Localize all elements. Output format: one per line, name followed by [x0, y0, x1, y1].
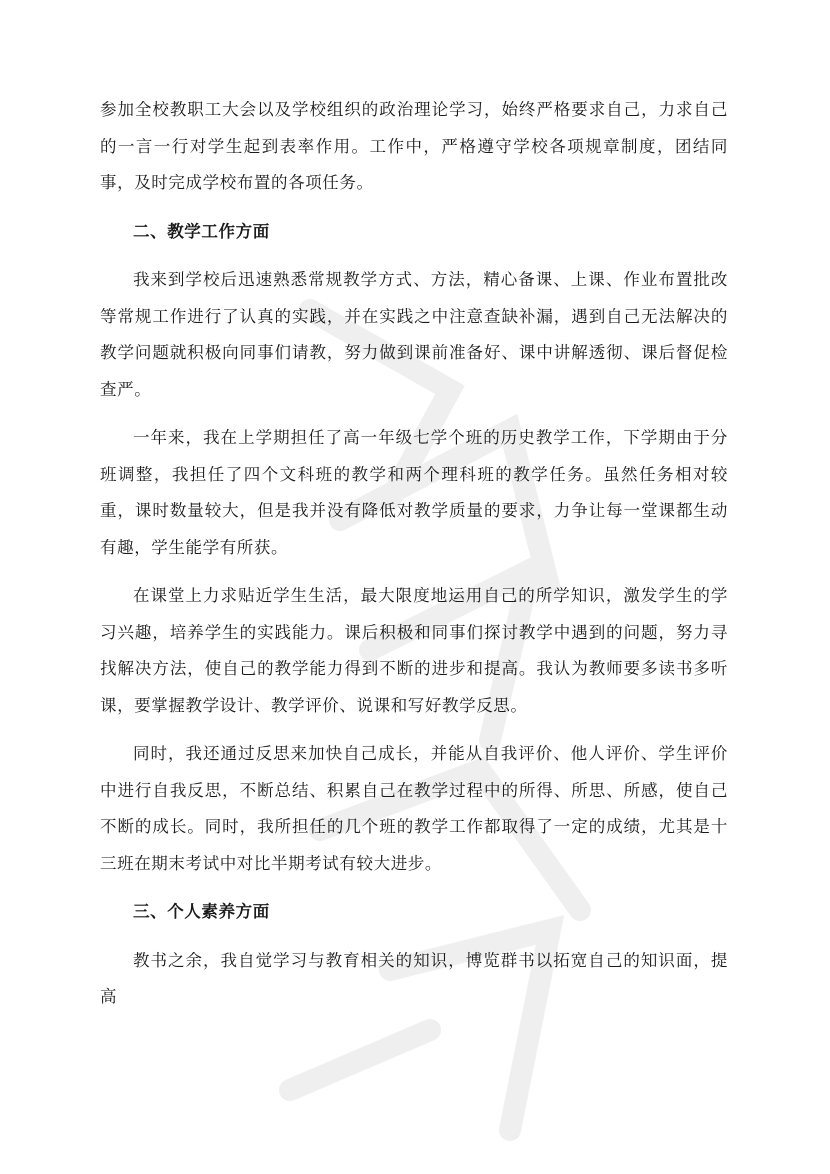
paragraph-teaching-routine: 我来到学校后迅速熟悉常规教学方式、方法，精心备课、上课、作业布置批改等常规工作进行了认真的实践，并在实践之中注意查缺补漏，遇到自己无法解决的教学问题就积极向同事们请教，努力做到课前准备好、课中讲解透彻、课后督促检查严。: [100, 270, 728, 399]
paragraph-personal-study: 教书之余，我自觉学习与教育相关的知识，博览群书以拓宽自己的知识面，提高: [100, 950, 728, 1006]
paragraph-classroom: 在课堂上力求贴近学生生活，最大限度地运用自己的所学知识，激发学生的学习兴趣，培养学生的实践能力。课后积极和同事们探讨教学中遇到的问题，努力寻找解决方法，使自己的教学能力得到不断的进步和提高。我认为教师要多读书多听课，要掌握教学设计、教学评价、说课和写好教学反思。: [100, 586, 728, 715]
paragraph-reflection: 同时，我还通过反思来加快自己成长，并能从自我评价、他人评价、学生评价中进行自我反思，不断总结、积累自己在教学过程中的所得、所思、所感，使自己不断的成长。同时，我所担任的几个班的教学工作都取得了一定的成绩，尤其是十三班在期末考试中对比半期考试有较大进步。: [100, 744, 728, 873]
paragraph-teaching-load: 一年来，我在上学期担任了高一年级七学个班的历史教学工作，下学期由于分班调整，我担任了四个文科班的教学和两个理科班的教学任务。虽然任务相对较重，课时数量较大，但是我并没有降低对教学质量的要求，力争让每一堂课都生动有趣，学生能学有所获。: [100, 428, 728, 557]
section-heading-teaching: 二、教学工作方面: [133, 221, 270, 241]
section-heading-personal: 三、个人素养方面: [133, 902, 270, 921]
document-body: [100, 92, 728, 1028]
paragraph-intro: 参加全校教职工大会以及学校组织的政治理论学习，始终严格要求自己，力求自己的一言一行对学生起到表率作用。工作中，严格遵守学校各项规章制度，团结同事，及时完成学校布置的各项任务。: [100, 100, 728, 192]
